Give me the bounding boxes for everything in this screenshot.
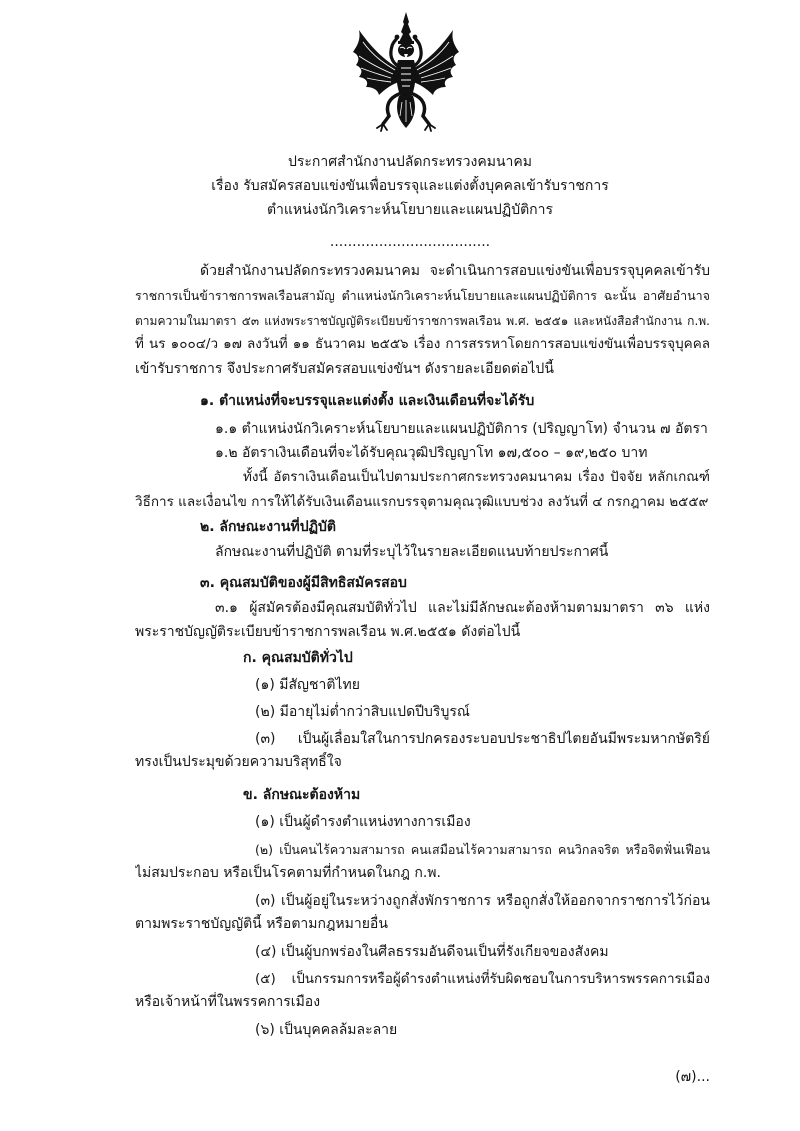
intro-line-4: ที่ นร ๑๐๐๔/ว ๑๗ ลงวันที่ ๑๑ ธันวาคม ๒๕๕๖ เรื่อง การสรรหาโดยการสอบแข่งขันเพื่อบรรจุบุคคล bbox=[135, 336, 710, 352]
general-item-3-line-1: (๓) เป็นผู้เลื่อมใสในการปกครองระบอบประชาธิปไตยอันมีพระมหากษัตริย์ bbox=[255, 731, 710, 747]
general-item-1: (๑) มีสัญชาติไทย bbox=[255, 677, 360, 693]
intro-line-5: เข้ารับราชการ จึงประกาศรับสมัครสอบแข่งขันฯ ดังรายละเอียดต่อไปนี้ bbox=[135, 361, 554, 377]
section2-text: ลักษณะงานที่ปฏิบัติ ตามที่ระบุไว้ในรายละเอียดแนบท้ายประกาศนี้ bbox=[215, 544, 609, 560]
section3-item-1-line-1: ๓.๑ ผู้สมัครต้องมีคุณสมบัติทั่วไป และไม่มีลักษณะต้องห้ามตามมาตรา ๓๖ แห่ง bbox=[215, 600, 710, 616]
section3-heading: ๓. คุณสมบัติของผู้มีสิทธิสมัครสอบ bbox=[200, 575, 407, 591]
prohibited-item-5-line-1: (๕) เป็นกรรมการหรือผู้ดำรงตำแหน่งที่รับผิดชอบในการบริหารพรรคการเมือง bbox=[255, 971, 710, 987]
intro-line-3: ตามความในมาตรา ๕๓ แห่งพระราชบัญญัติระเบียบข้าราชการพลเรือน พ.ศ. ๒๕๕๑ และหนังสือสำนักงาน ก.พ. bbox=[135, 314, 710, 328]
title-separator: .................................... bbox=[329, 234, 491, 250]
garuda-emblem bbox=[350, 12, 462, 137]
section1-note-line-1: ทั้งนี้ อัตราเงินเดือนเป็นไปตามประกาศกระทรวงคมนาคม เรื่อง ปัจจัย หลักเกณฑ์ bbox=[243, 469, 710, 485]
garuda-crown bbox=[398, 12, 414, 44]
announcement-title: ประกาศสำนักงานปลัดกระทรวงคมนาคม bbox=[287, 154, 532, 170]
prohibited-item-3-line-2: ตามพระราชบัญญัตินี้ หรือตามกฎหมายอื่น bbox=[135, 916, 388, 932]
prohibited-item-6: (๖) เป็นบุคคลล้มละลาย bbox=[255, 1022, 398, 1038]
prohibited-item-4: (๔) เป็นผู้บกพร่องในศีลธรรมอันดีจนเป็นที่รังเกียจของสังคม bbox=[255, 944, 609, 960]
section2-heading: ๒. ลักษณะงานที่ปฏิบัติ bbox=[200, 519, 336, 535]
prohibited-item-5-line-2: หรือเจ้าหน้าที่ในพรรคการเมือง bbox=[135, 994, 321, 1010]
garuda-head bbox=[398, 43, 414, 59]
prohibited-item-2-line-1: (๒) เป็นคนไร้ความสามารถ คนเสมือนไร้ความสามารถ คนวิกลจริต หรือจิตฟั่นเฟือน bbox=[255, 842, 710, 857]
prohibited-heading: ข. ลักษณะต้องห้าม bbox=[243, 787, 361, 803]
prohibited-item-2-line-2: ไม่สมประกอบ หรือเป็นโรคตามที่กำหนดในกฎ ก.พ. bbox=[135, 865, 441, 881]
garuda-tail bbox=[397, 96, 415, 128]
section3-item-1-line-2: พระราชบัญญัติระเบียบข้าราชการพลเรือน พ.ศ.๒๕๕๑ ดังต่อไปนี้ bbox=[135, 624, 521, 640]
intro-line-1: ด้วยสำนักงานปลัดกระทรวงคมนาคม จะดำเนินการสอบแข่งขันเพื่อบรรจุบุคคลเข้ารับ bbox=[200, 263, 710, 279]
section1-note-line-2: วิธีการ และเงื่อนไข การให้ได้รับเงินเดือนแรกบรรจุตามคุณวุฒิแบบช่วง ลงวันที่ ๔ กรกฎาคม ๒๕๕๙ bbox=[135, 494, 709, 510]
announcement-subject: เรื่อง รับสมัครสอบแข่งขันเพื่อบรรจุและแต่งตั้งบุคคลเข้ารับราชการ bbox=[211, 178, 609, 194]
prohibited-item-1: (๑) เป็นผู้ดำรงตำแหน่งทางการเมือง bbox=[255, 814, 471, 830]
prohibited-item-3-line-1: (๓) เป็นผู้อยู่ในระหว่างถูกสั่งพักราชการ หรือถูกสั่งให้ออกจากราชการไว้ก่อน bbox=[255, 893, 710, 909]
general-item-3-line-2: ทรงเป็นประมุขด้วยความบริสุทธิ์ใจ bbox=[135, 754, 342, 770]
section1-item-2: ๑.๒ อัตราเงินเดือนที่จะได้รับคุณวุฒิปริญญาโท ๑๗,๕๐๐ – ๑๙,๒๕๐ บาท bbox=[215, 445, 648, 461]
general-item-2: (๒) มีอายุไม่ต่ำกว่าสิบแปดปีบริบูรณ์ bbox=[255, 704, 470, 720]
page-continuation: (๗)... bbox=[675, 1069, 710, 1085]
announcement-position: ตำแหน่งนักวิเคราะห์นโยบายและแผนปฏิบัติการ bbox=[266, 202, 554, 218]
section1-item-1: ๑.๑ ตำแหน่งนักวิเคราะห์นโยบายและแผนปฏิบัติการ (ปริญญาโท) จำนวน ๗ อัตรา bbox=[215, 421, 708, 437]
section1-heading: ๑. ตำแหน่งที่จะบรรจุและแต่งตั้ง และเงินเดือนที่จะได้รับ bbox=[200, 393, 535, 409]
general-qualifications-heading: ก. คุณสมบัติทั่วไป bbox=[243, 650, 353, 666]
intro-line-2: ราชการเป็นข้าราชการพลเรือนสามัญ ตำแหน่งนักวิเคราะห์นโยบายและแผนปฏิบัติการ ฉะนั้น อาศัยอำนาจ bbox=[135, 288, 710, 303]
